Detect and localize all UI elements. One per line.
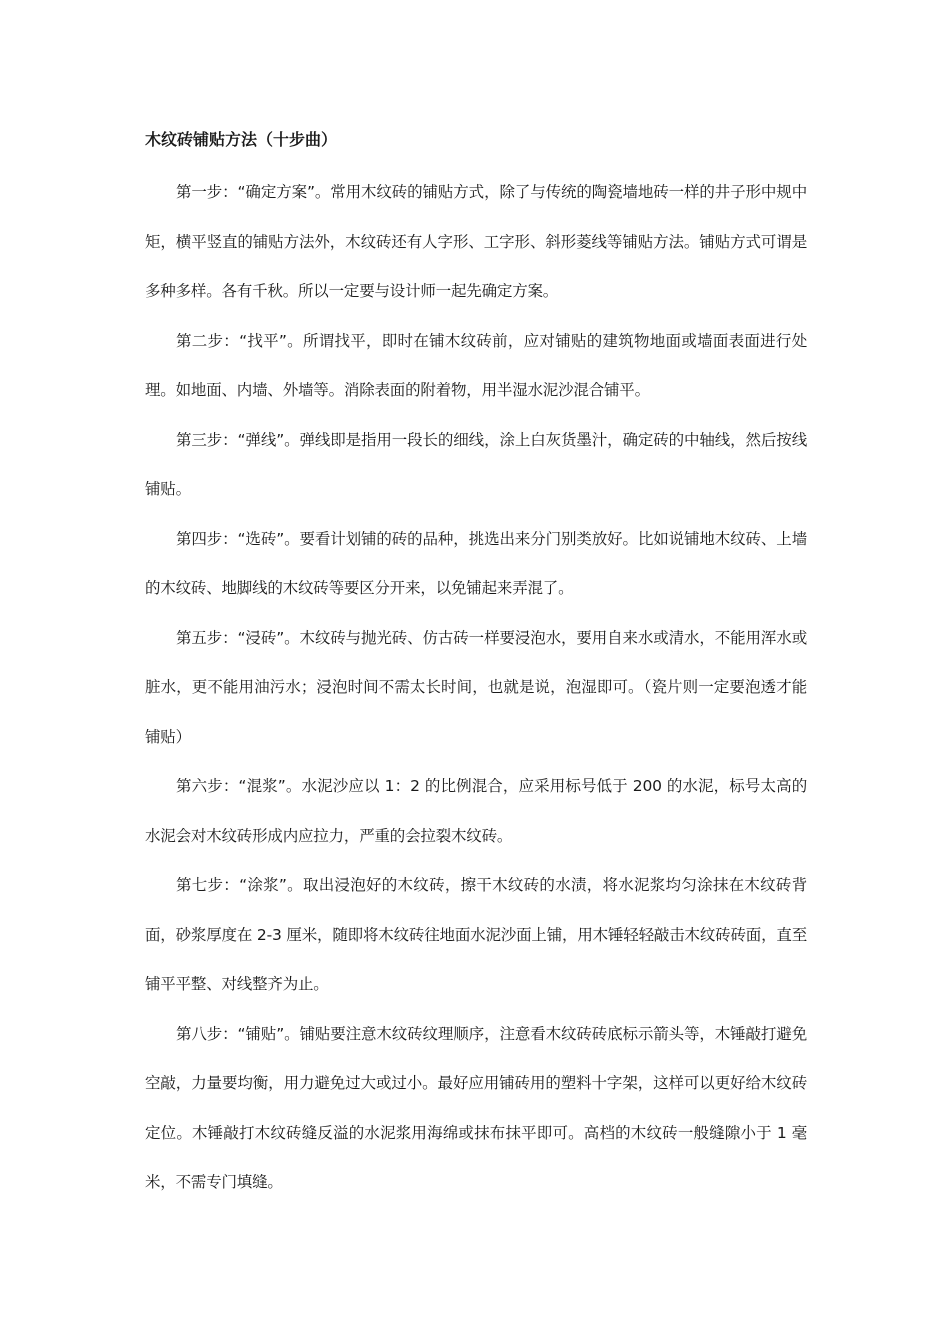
paragraph-step-3: 第三步：“弹线”。弹线即是指用一段长的细线，涂上白灰货墨汁，确定砖的中轴线，然后按线铺贴。 xyxy=(145,430,807,498)
paragraph-step-5: 第五步：“浸砖”。木纹砖与抛光砖、仿古砖一样要浸泡水，要用自来水或清水，不能用浑水或脏水，更不能用油污水；浸泡时间不需太长时间，也就是说，泡湿即可。（瓷片则一定要泡透才能铺贴） xyxy=(145,628,807,746)
document-title: 木纹砖铺贴方法（十步曲） xyxy=(145,130,338,149)
paragraph-step-2: 第二步：“找平”。所谓找平，即时在铺木纹砖前，应对铺贴的建筑物地面或墙面表面进行处理。如地面、内墙、外墙等。消除表面的附着物，用半湿水泥沙混合铺平。 xyxy=(145,331,807,399)
paragraph-step-8: 第八步：“铺贴”。铺贴要注意木纹砖纹理顺序，注意看木纹砖砖底标示箭头等，木锤敲打避免空敲，力量要均衡，用力避免过大或过小。最好应用铺砖用的塑料十字架，这样可以更好给木纹砖定位。木锤敲打木纹砖缝反溢的水泥浆用海绵或抹布抹平即可。高档的木纹砖一般缝隙小于 1 毫米，不需专门填缝。 xyxy=(145,1024,807,1191)
paragraph-step-7: 第七步：“涂浆”。取出浸泡好的木纹砖，擦干木纹砖的水渍，将水泥浆均匀涂抹在木纹砖背面，砂浆厚度在 2-3 厘米，随即将木纹砖往地面水泥沙面上铺，用木锤轻轻敲击木纹砖砖面，直至铺平平整、对线整齐为止。 xyxy=(145,876,807,993)
paragraph-step-4: 第四步：“选砖”。要看计划铺的砖的品种，挑选出来分门别类放好。比如说铺地木纹砖、上墙的木纹砖、地脚线的木纹砖等要区分开来，以免铺起来弄混了。 xyxy=(145,529,807,597)
document-page xyxy=(145,124,807,1208)
paragraph-step-1: 第一步：“确定方案”。常用木纹砖的铺贴方式，除了与传统的陶瓷墙地砖一样的井子形中规中矩，横平竖直的铺贴方法外，木纹砖还有人字形、工字形、斜形菱线等铺贴方法。铺贴方式可谓是多种多样。各有千秋。所以一定要与设计师一起先确定方案。 xyxy=(145,183,807,300)
paragraph-step-6: 第六步：“混浆”。水泥沙应以 1：2 的比例混合，应采用标号低于 200 的水泥，标号太高的水泥会对木纹砖形成内应拉力，严重的会拉裂木纹砖。 xyxy=(145,777,807,845)
